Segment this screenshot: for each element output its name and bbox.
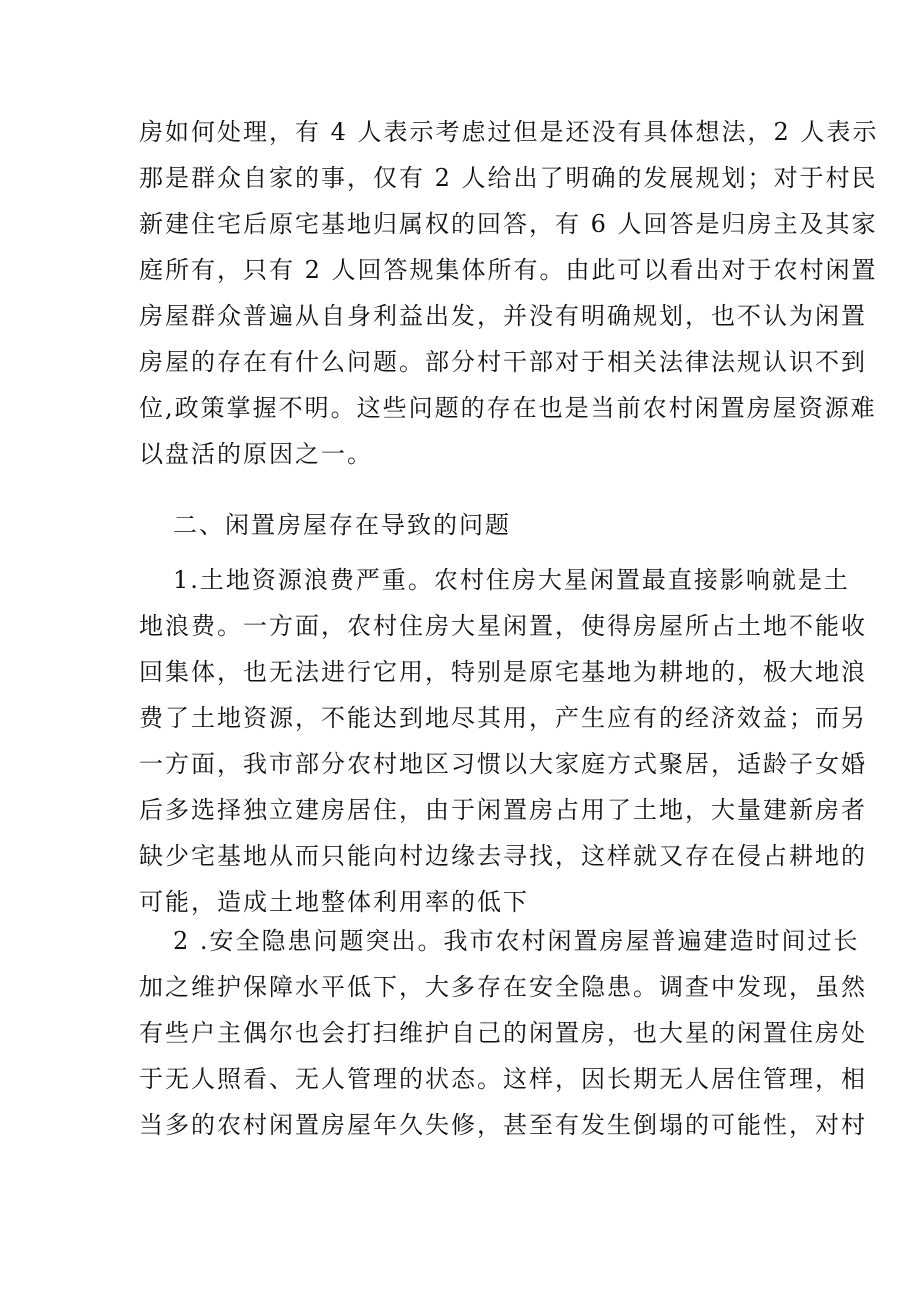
text-line: 加之维护保障水平低下，大多存在安全隐患。调查中发现，虽然 xyxy=(139,973,867,1001)
text-line: 当多的农村闲置房屋年久失修，甚至有发生倒塌的可能性，对村 xyxy=(139,1111,867,1139)
text-line: 以盘活的原因之一。 xyxy=(139,440,373,468)
text-line: 地浪费。一方面，农村住房大星闲置，使得房屋所占土地不能收 xyxy=(139,612,867,640)
text-line: 那是群众自家的事，仅有 2 人给出了明确的发展规划；对于村民 xyxy=(139,164,878,192)
paragraph-land-waste xyxy=(139,557,867,925)
paragraph-survey-findings xyxy=(139,109,879,477)
text-line: 房屋的存在有什么问题。部分村干部对于相关法律法规认识不到 xyxy=(139,348,867,376)
text-line: 可能，造成土地整体利用率的低下 xyxy=(139,888,529,916)
text-line: 后多选择独立建房居住，由于闲置房占用了土地，大量建新房者 xyxy=(139,796,867,824)
text-line: 2 .安全隐患问题突出。我市农村闲置房屋普遍建造时间过长 xyxy=(173,927,860,955)
text-line: 一方面，我市部分农村地区习惯以大家庭方式聚居，适龄子女婚 xyxy=(139,750,867,778)
text-line: 有些户主偶尔也会打扫维护自己的闲置房，也大星的闲置住房处 xyxy=(139,1019,867,1047)
section-heading: 二、闲置房屋存在导致的问题 xyxy=(173,511,511,539)
text-line: 1.土地资源浪费严重。农村住房大星闲置最直接影响就是土 xyxy=(173,566,850,594)
text-line: 费了土地资源，不能达到地尽其用，产生应有的经济效益；而另 xyxy=(139,704,867,732)
text-line: 新建住宅后原宅基地归属权的回答，有 6 人回答是归房主及其家 xyxy=(139,210,878,238)
text-line: 房屋群众普遍从自身利益出发，并没有明确规划，也不认为闲置 xyxy=(139,302,867,330)
text-line: 庭所有，只有 2 人回答规集体所有。由此可以看出对于农村闲置 xyxy=(139,256,878,284)
text-line: 回集体，也无法进行它用，特别是原宅基地为耕地的，极大地浪 xyxy=(139,658,867,686)
text-line: 房如何处理，有 4 人表示考虑过但是还没有具体想法，2 人表示 xyxy=(139,118,879,146)
paragraph-safety-hazards xyxy=(139,918,867,1148)
text-line: 位,政策掌握不明。这些问题的存在也是当前农村闲置房屋资源难 xyxy=(139,394,877,422)
text-line: 于无人照看、无人管理的状态。这样，因长期无人居住管理，相 xyxy=(139,1065,867,1093)
text-line: 缺少宅基地从而只能向村边缘去寻找，这样就又存在侵占耕地的 xyxy=(139,842,867,870)
